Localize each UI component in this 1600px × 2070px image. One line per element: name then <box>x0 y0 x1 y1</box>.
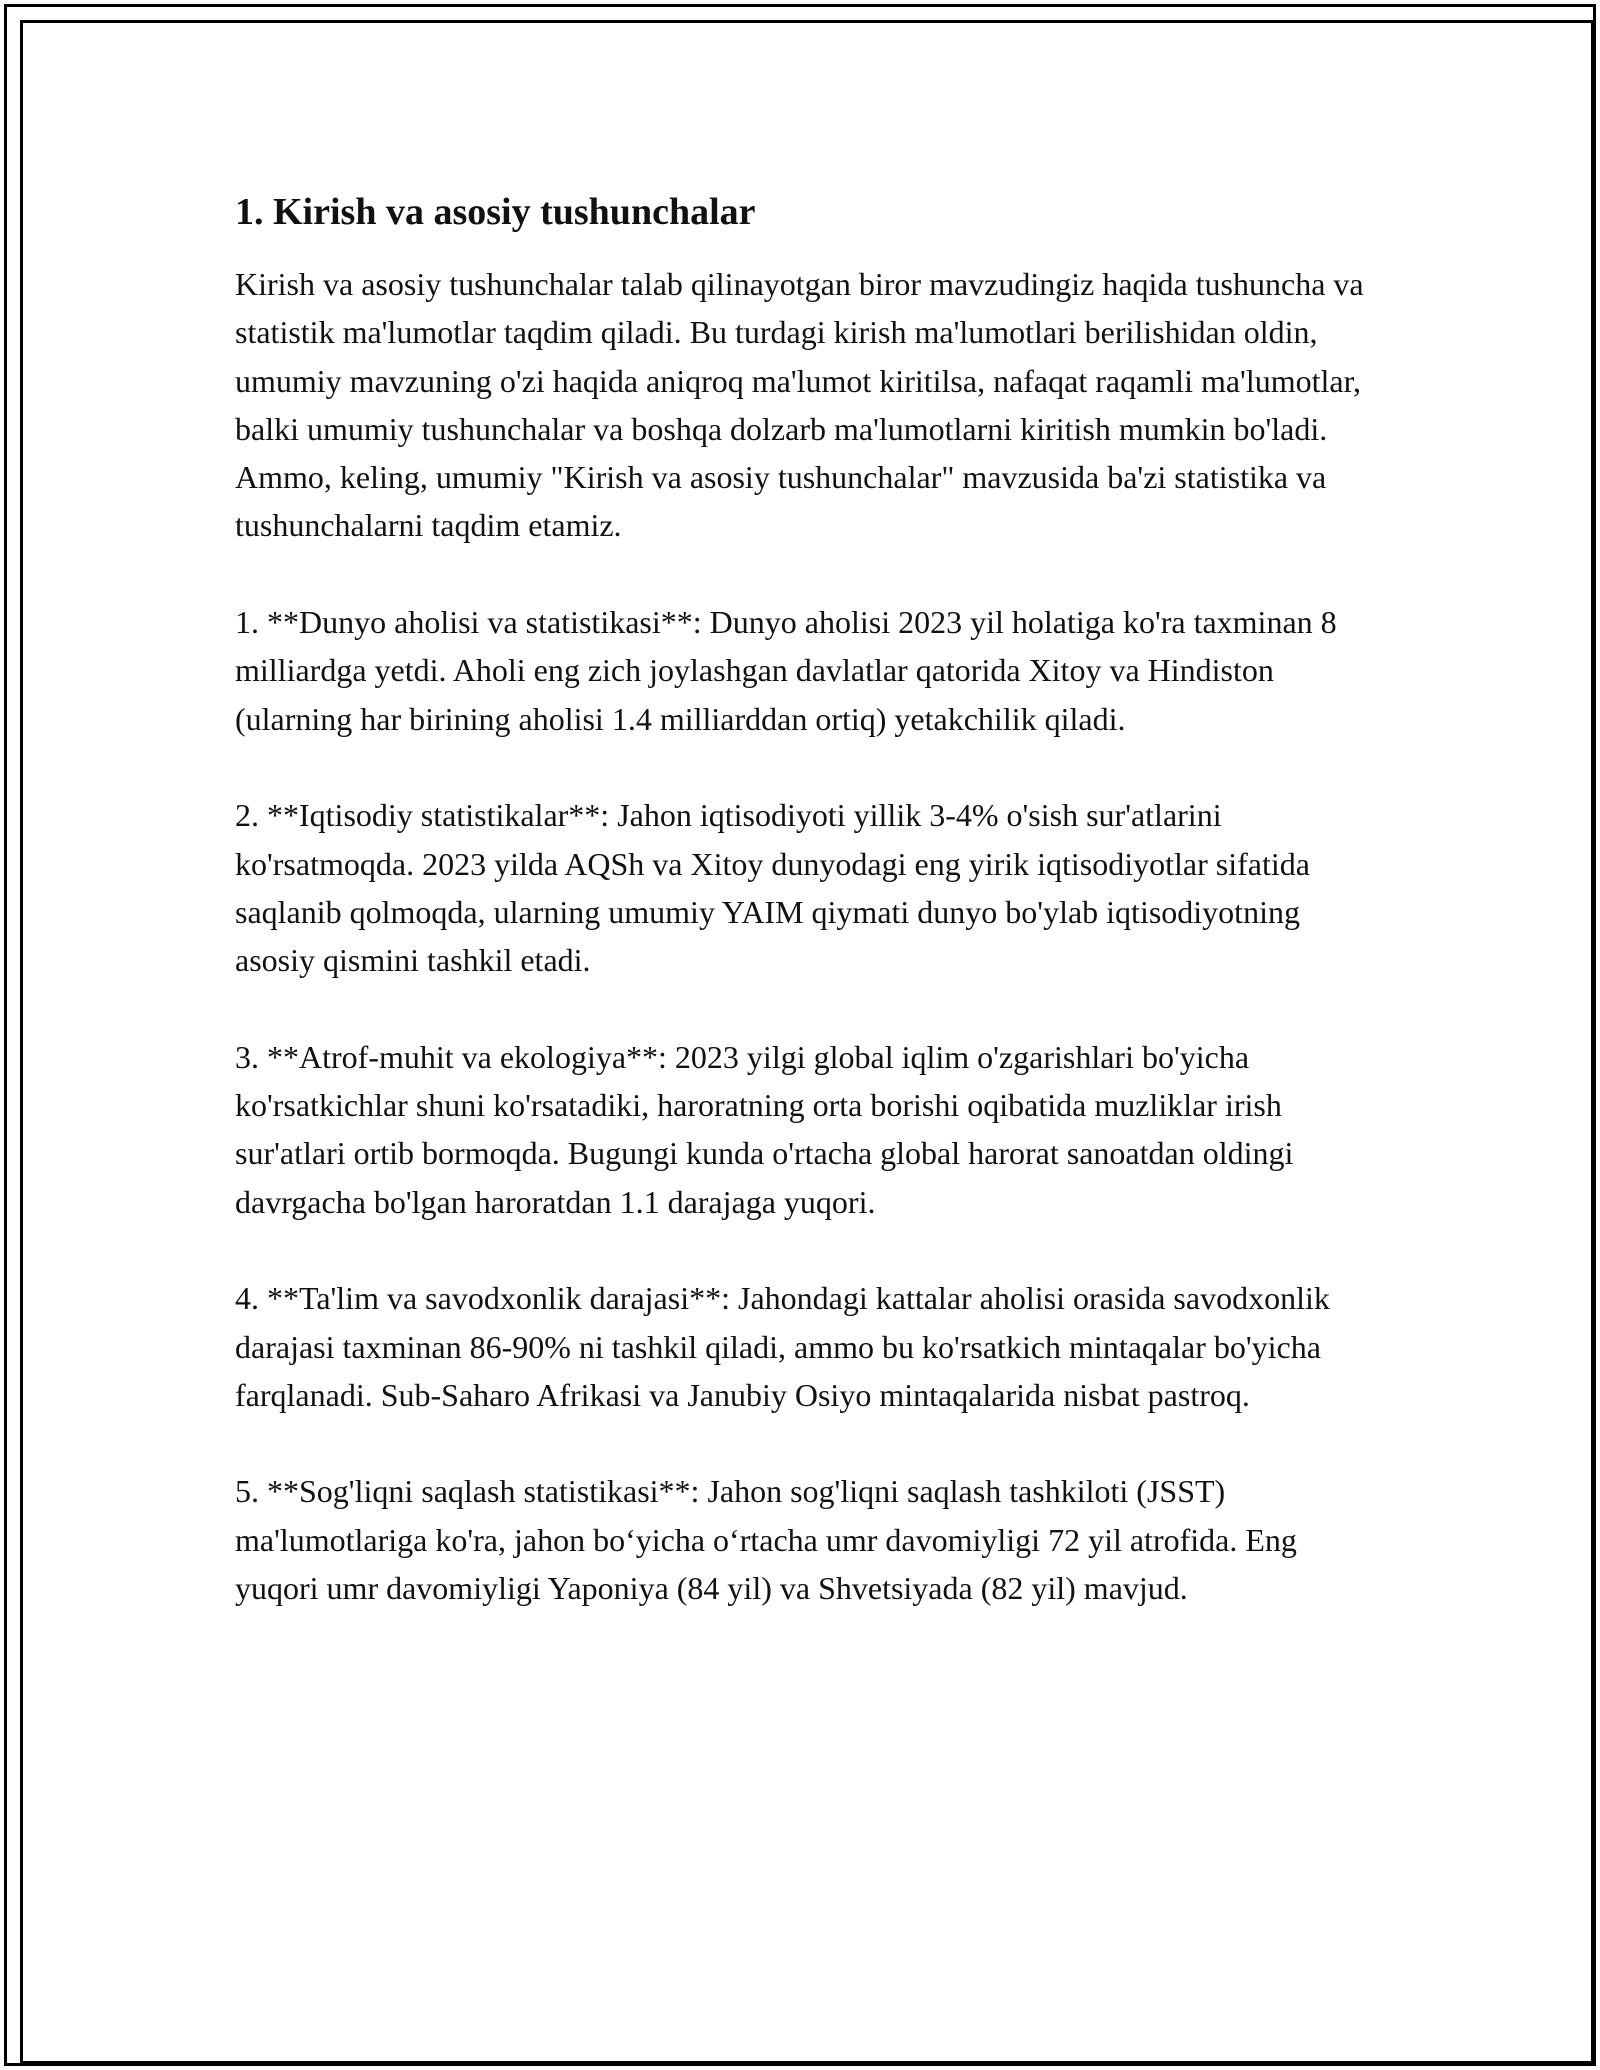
document-title: 1. Kirish va asosiy tushunchalar <box>235 191 756 233</box>
list-item-environment: 3. **Atrof-muhit va ekologiya**: 2023 yilgi global iqlim o'zgarishlari bo'yicha ko'rsatkichlar shuni ko'rsatadiki, haroratning orta borishi oqibatida muzliklar irish sur'atlari ortib bormoqda. Bugungi kunda o'rtacha global harorat sanoatdan oldingi davrgacha bo'lgan haroratdan 1.1 darajaga yuqori. <box>235 1038 1294 1220</box>
list-item-population: 1. **Dunyo aholisi va statistikasi**: Dunyo aholisi 2023 yil holatiga ko'ra taxminan 8 milliardga yetdi. Aholi eng zich joylashgan davlatlar qatorida Xitoy va Hindiston (ularning har birining aholisi 1.4 milliarddan ortiq) yetakchilik qiladi. <box>235 604 1337 737</box>
list-item-economy: 2. **Iqtisodiy statistikalar**: Jahon iqtisodiyoti yillik 3-4% o'sish sur'atlarini ko'rsatmoqda. 2023 yilda AQSh va Xitoy dunyodagi eng yirik iqtisodiyotlar sifatida saqlanib qolmoqda, ularning umumiy YAIM qiymati dunyo bo'ylab iqtisodiyotning asosiy qismini tashkil etadi. <box>235 797 1310 979</box>
list-item-education: 4. **Ta'lim va savodxonlik darajasi**: Jahondagi kattalar aholisi orasida savodxonlik darajasi taxminan 86-90% ni tashkil qiladi, ammo bu ko'rsatkich mintaqalar bo'yicha farqlanadi. Sub-Saharo Afrikasi va Janubiy Osiyo mintaqalarida nisbat pastroq. <box>235 1280 1330 1413</box>
intro-paragraph: Kirish va asosiy tushunchalar talab qilinayotgan biror mavzudingiz haqida tushuncha va statistik ma'lumotlar taqdim qiladi. Bu turdagi kirish ma'lumotlari berilishidan oldin, umumiy mavzuning o'zi haqida aniqroq ma'lumot kiritilsa, nafaqat raqamli ma'lumotlar, balki umumiy tushunchalar va boshqa dolzarb ma'lumotlarni kiritish mumkin bo'ladi. Ammo, keling, umumiy "Kirish va asosiy tushunchalar" mavzusida ba'zi statistika va tushunchalarni taqdim etamiz. <box>235 266 1364 544</box>
document-body <box>235 188 1385 1612</box>
list-item-health: 5. **Sog'liqni saqlash statistikasi**: Jahon sog'liqni saqlash tashkiloti (JSST) ma'lumotlariga ko'ra, jahon bo‘yicha o‘rtacha umr davomiyligi 72 yil atrofida. Eng yuqori umr davomiyligi Yaponiya (84 yil) va Shvetsiyada (82 yil) mavjud. <box>235 1473 1297 1607</box>
